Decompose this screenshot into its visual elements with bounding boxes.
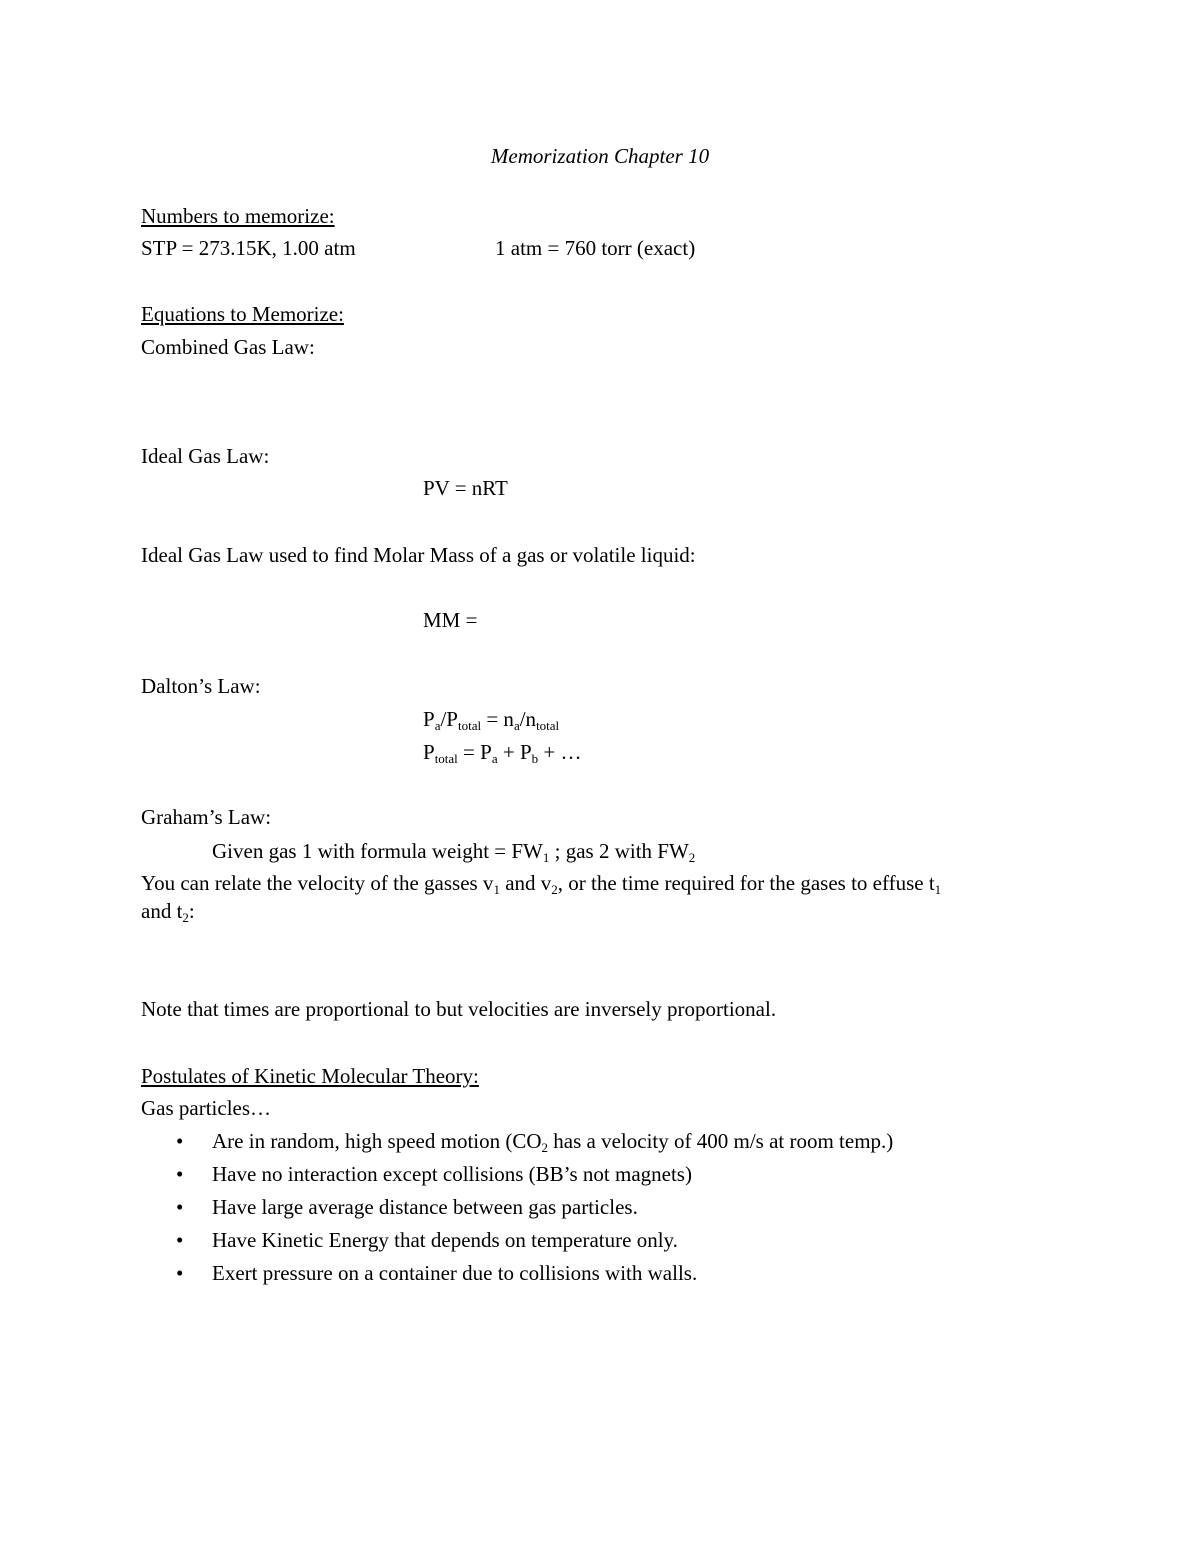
bullet: • (176, 1129, 184, 1153)
grahams-law-relate-2: and $t_2$: (141, 899, 195, 925)
bullet: • (176, 1162, 184, 1186)
molar-mass-equation: MM = (423, 608, 478, 632)
bullet: • (176, 1261, 184, 1285)
atm-line: 1 atm = 760 torr (exact) (495, 236, 696, 260)
kmt-heading: Postulates of Kinetic Molecular Theory: (141, 1064, 479, 1088)
daltons-law-equation-1: $P_a/P_{total} = n_a/n_{total}$ (423, 707, 560, 733)
grahams-law-given: Given gas 1 with formula weight = $FW_1$ ; gas 2 with $FW_2$ (212, 839, 696, 865)
ideal-gas-law-label: Ideal Gas Law: (141, 444, 270, 468)
proportionality-note: Note that times are proportional to but velocities are inversely proportional. (141, 997, 777, 1021)
daltons-law-equation-2: $P_{total} = P_a + P_b$ + … (423, 740, 582, 766)
numbers-heading: Numbers to memorize: (141, 204, 335, 228)
bullet: • (176, 1195, 184, 1219)
grahams-law-relate: You can relate the velocity of the gasses $v_1$ and $v_2$, or the time required for the gases to effuse $t_1$ (141, 871, 942, 897)
combined-gas-law-label: Combined Gas Law: (141, 335, 315, 359)
bullet: • (176, 1228, 184, 1252)
list-item-text: Are in random, high speed motion ($CO_2$ has a velocity of 400 m/s at room temp.) (212, 1129, 894, 1155)
kmt-intro: Gas particles… (141, 1096, 272, 1120)
stp-line: STP = 273.15K, 1.00 atm (141, 236, 356, 260)
ideal-gas-law-equation: PV = nRT (423, 476, 508, 500)
equations-heading: Equations to Memorize: (141, 302, 344, 326)
grahams-law-label: Graham’s Law: (141, 805, 272, 829)
molar-mass-label: Ideal Gas Law used to find Molar Mass of a gas or volatile liquid: (141, 543, 696, 567)
list-item-text: Have large average distance between gas particles. (212, 1195, 638, 1219)
list-item-text: Have no interaction except collisions (BB’s not magnets) (212, 1162, 692, 1186)
daltons-law-label: Dalton’s Law: (141, 674, 261, 698)
page-title: Memorization Chapter 10 (490, 144, 710, 168)
list-item-text: Exert pressure on a container due to collisions with walls. (212, 1261, 698, 1285)
list-item-text: Have Kinetic Energy that depends on temperature only. (212, 1228, 678, 1252)
